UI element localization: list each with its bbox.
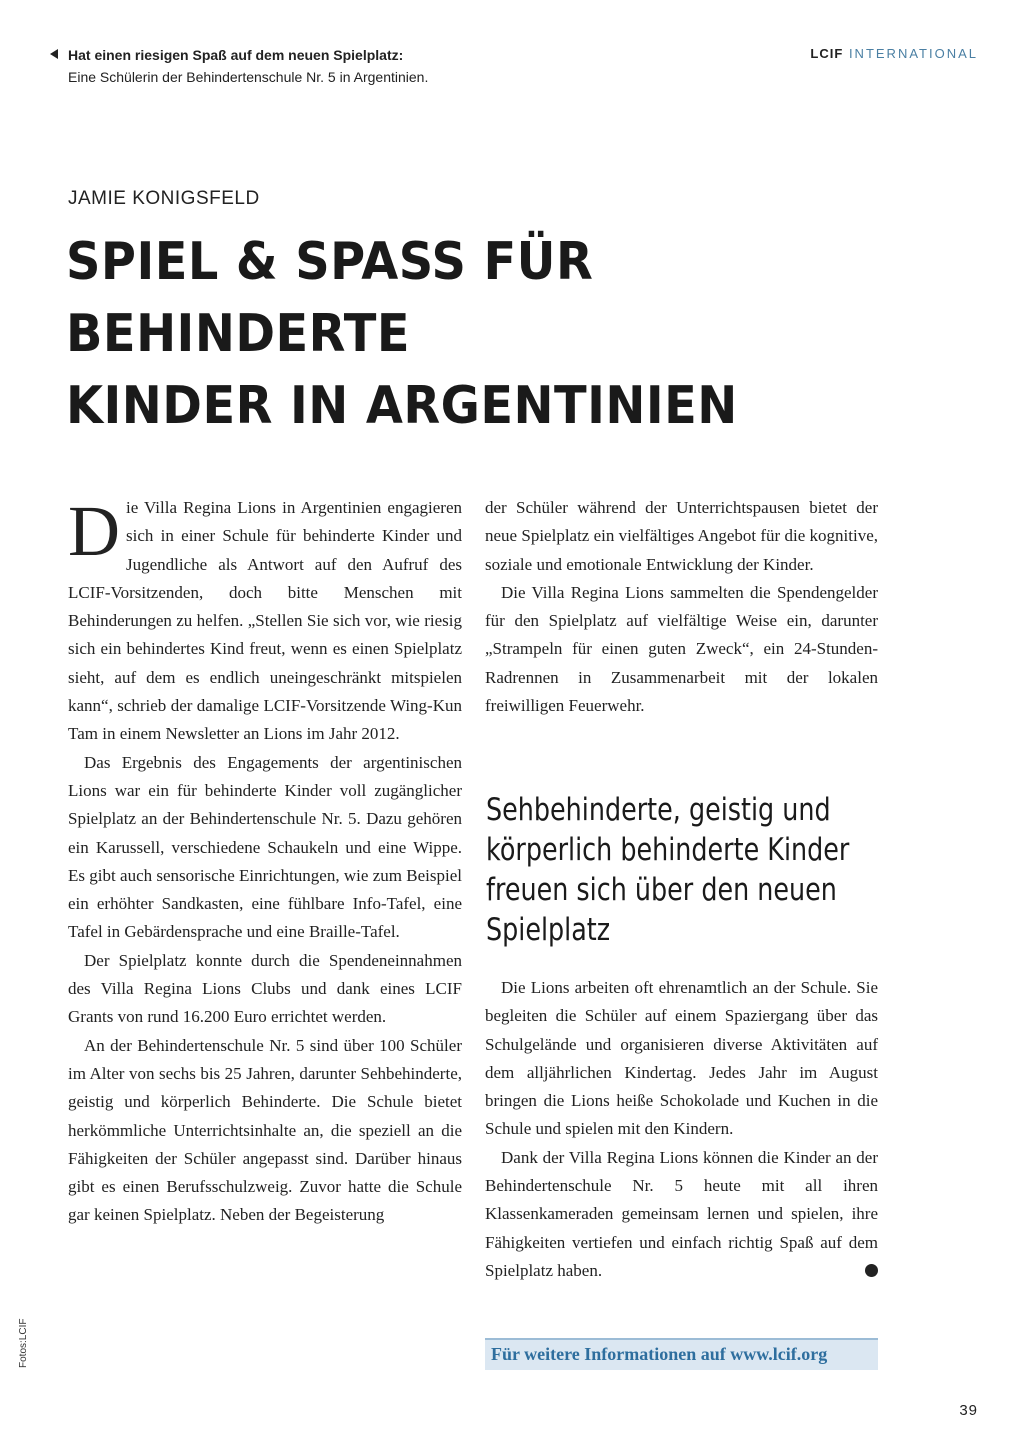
body-column-right-bottom (485, 974, 887, 1285)
section-brand: LCIF (810, 46, 844, 61)
paragraph: Das Ergebnis des Engagements der argentinischen Lions war ein für behinderte Kinder voll zugänglicher Spielplatz an der Behindertenschule Nr. 5. Dazu gehören ein Karussell, verschiedene Schaukeln und eine Wippe. Es gibt auch sensorische Einrichtungen, wie zum Beispiel ein erhöhter Sandkasten, eine fühlbare Info-Tafel, eine Tafel in Gebärdensprache und eine Braille-Tafel. (68, 752, 462, 942)
title-line-2: KINDER IN ARGENTINIEN (66, 376, 738, 436)
paragraph: Die Lions arbeiten oft ehrenamtlich an der Schule. Sie begleiten die Schüler auf einem Spaziergang über das Schulgelände und organisieren diverse Aktivitäten auf dem alljährlichen Kindertag. Jedes Jahr im August bringen die Lions heiße Schokolade und Kuchen in die Schule und spielen mit den Kindern. (485, 978, 878, 1139)
subheading: Sehbehinderte, geistig und körperlich behinderte Kinder freuen sich über den neuen Spielplatz (486, 792, 850, 948)
article-title (66, 226, 876, 442)
caption-text: Eine Schülerin der Behindertenschule Nr. 5 in Argentinien. (68, 69, 429, 85)
lions-end-mark-icon: L (865, 1264, 878, 1277)
arrow-left-icon (50, 49, 58, 59)
author-name: JAMIE KONIGSFELD (68, 188, 260, 209)
paragraph: Die Villa Regina Lions sammelten die Spendengelder für den Spielplatz auf vielfältige Weise ein, darunter „Strampeln für einen guten Zweck“, ein 24-Stunden-Radrennen in Zusammenarbeit mit der lokalen freiwilligen Feuerwehr. (485, 582, 878, 716)
title-line-1: SPIEL & SPASS FÜR BEHINDERTE (66, 232, 594, 364)
info-link[interactable]: Für weitere Informationen auf www.lcif.org (491, 1344, 828, 1364)
page-number: 39 (959, 1402, 978, 1419)
section-label (810, 46, 978, 61)
paragraph (485, 1144, 887, 1285)
paragraph-text: ie Villa Regina Lions in Argentinien engagieren sich in einer Schule für behinderte Kinder und Jugendliche als Antwort auf den Aufruf des LCIF-Vorsitzenden, doch bitte Menschen mit Behinderungen zu helfen. „Stellen Sie sich vor, wie riesig sich ein behindertes Kind freut, wenn es einen Spielplatz sieht, auf dem es endlich uneingeschränkt mitspielen kann“, schrieb der damalige LCIF-Vorsitzende Wing-Kun Tam in einem Newsletter an Lions im Jahr 2012. (68, 498, 462, 744)
paragraph: An der Behindertenschule Nr. 5 sind über 100 Schüler im Alter von sechs bis 25 Jahren, darunter Sehbehinderte, geistig und körperlich Behinderte. Die Schule bietet herkömmliche Unterrichtsinhalte an, die speziell an die Fähigkeiten der Schüler angepasst sind. Darüber hinaus gibt es einen Berufsschulzweig. Zuvor hatte die Schule gar keinen Spielplatz. Neben der Begeisterung (68, 1035, 462, 1225)
photo-caption (50, 44, 428, 88)
info-box (485, 1338, 878, 1370)
paragraph-text: Dank der Villa Regina Lions können die Kinder an der Behindertenschule Nr. 5 heute mit all ihren Klassenkameraden gemeinsam lernen und spielen, ihre Fähigkeiten vertiefen und einfach richtig Spaß auf dem Spielplatz haben. (485, 1147, 878, 1280)
drop-cap: D (68, 491, 120, 571)
body-column-left (68, 491, 462, 1230)
caption-headline: Hat einen riesigen Spaß auf dem neuen Spielplatz: (68, 47, 404, 63)
body-column-right-top (485, 494, 878, 720)
paragraph: der Schüler während der Unterrichtspausen bietet der neue Spielplatz ein vielfältiges Angebot für die kognitive, soziale und emotionale Entwicklung der Kinder. (485, 498, 878, 574)
photo-credit: Fotos:LCIF (18, 1318, 29, 1368)
section-name: INTERNATIONAL (848, 46, 978, 61)
paragraph: Der Spielplatz konnte durch die Spendeneinnahmen des Villa Regina Lions Clubs und dank eines LCIF Grants von rund 16.200 Euro errichtet werden. (68, 950, 462, 1027)
paragraph (68, 491, 462, 749)
